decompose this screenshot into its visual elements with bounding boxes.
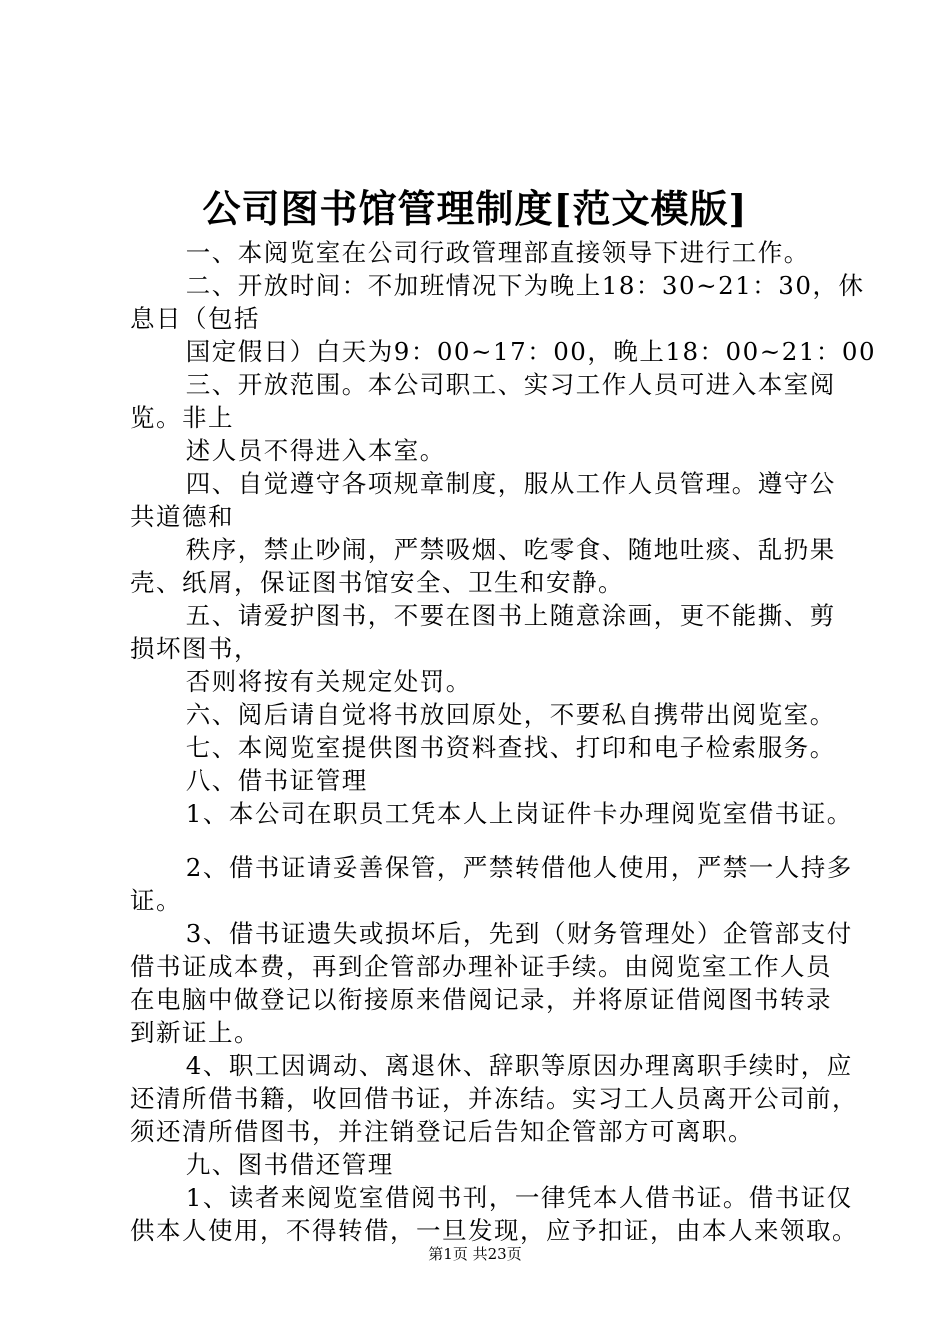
page-footer: 第1页 共23页 <box>428 1245 522 1263</box>
body-line: 1、本公司在职员工凭本人上岗证件卡办理阅览室借书证。 <box>130 799 853 828</box>
body-line: 证。 <box>130 886 182 915</box>
body-line: 2、借书证请妥善保管，严禁转借他人使用，严禁一人持多 <box>130 853 853 882</box>
body-line: 九、图书借还管理 <box>130 1150 394 1179</box>
body-line: 七、本阅览室提供图书资料查找、打印和电子检索服务。 <box>130 733 836 762</box>
document-body <box>130 236 877 1247</box>
body-line: 三、开放范围。本公司职工、实习工作人员可进入本室阅 <box>130 370 836 399</box>
body-line: 息日（包括 <box>130 304 260 333</box>
body-line <box>130 830 840 851</box>
document-title: 公司图书馆管理制度[范文模版] <box>202 186 748 231</box>
body-line: 到新证上。 <box>130 1018 260 1047</box>
body-line: 还清所借书籍，收回借书证，并冻结。实习工人员离开公司前， <box>130 1084 858 1113</box>
body-line: 国定假日）白天为9：00~17：00，晚上18：00~21：00 <box>130 337 877 366</box>
body-line: 二、开放时间：不加班情况下为晚上18：30~21：30，休 <box>130 271 865 300</box>
body-line: 六、阅后请自觉将书放回原处，不要私自携带出阅览室。 <box>130 700 836 729</box>
body-line: 四、自觉遵守各项规章制度，服从工作人员管理。遵守公 <box>130 469 836 498</box>
body-line: 共道德和 <box>130 502 234 531</box>
body-line: 3、借书证遗失或损坏后，先到（财务管理处）企管部支付 <box>130 919 853 948</box>
body-line: 须还清所借图书，并注销登记后告知企管部方可离职。 <box>130 1117 754 1146</box>
body-line: 4、职工因调动、离退休、辞职等原因办理离职手续时，应 <box>130 1051 853 1080</box>
body-line: 供本人使用，不得转借，一旦发现，应予扣证，由本人来领取。 <box>130 1216 858 1245</box>
body-line: 述人员不得进入本室。 <box>130 436 446 465</box>
body-line: 借书证成本费，再到企管部办理补证手续。由阅览室工作人员 <box>130 952 832 981</box>
body-line: 秩序，禁止吵闹，严禁吸烟、吃零食、随地吐痰、乱扔果 <box>130 535 836 564</box>
body-line: 在电脑中做登记以衔接原来借阅记录，并将原证借阅图书转录 <box>130 985 832 1014</box>
body-line: 一、本阅览室在公司行政管理部直接领导下进行工作。 <box>130 238 810 267</box>
body-line: 壳、纸屑，保证图书馆安全、卫生和安静。 <box>130 568 624 597</box>
body-line: 五、请爱护图书，不要在图书上随意涂画，更不能撕、剪 <box>130 601 836 630</box>
body-line: 八、借书证管理 <box>130 766 368 795</box>
body-line: 否则将按有关规定处罚。 <box>130 667 472 696</box>
body-line: 览。非上 <box>130 403 234 432</box>
body-line: 1、读者来阅览室借阅书刊，一律凭本人借书证。借书证仅 <box>130 1183 853 1212</box>
body-line: 损坏图书， <box>130 634 260 663</box>
